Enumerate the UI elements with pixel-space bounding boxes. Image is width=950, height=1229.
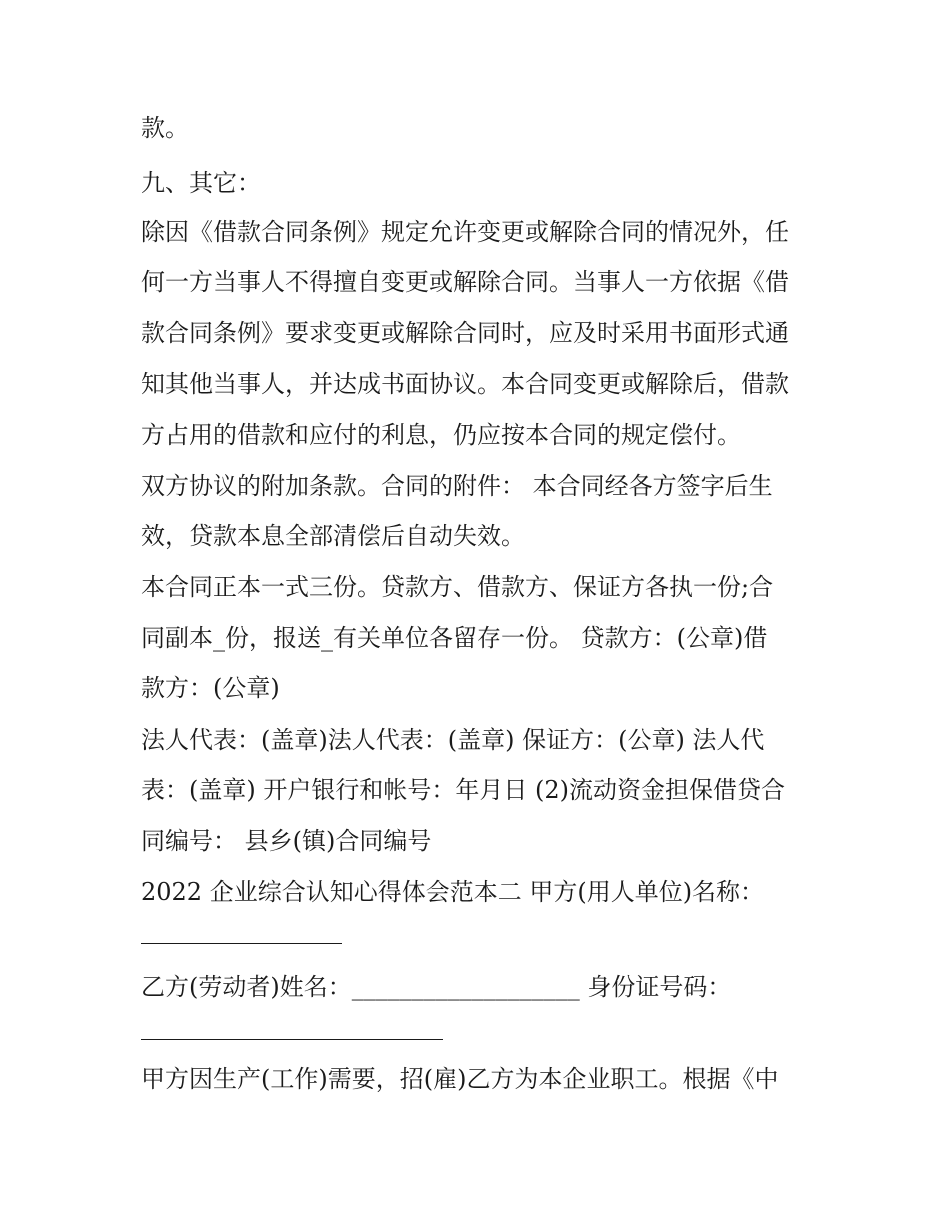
- text-line: 表：(盖章) 开户银行和帐号：年月日 (2)流动资金担保借贷合: [141, 776, 785, 804]
- text-line: 知其他当事人，并达成书面协议。本合同变更或解除后，借款: [141, 370, 789, 398]
- section-heading: 九、其它：: [141, 169, 261, 197]
- text-line: 方占用的借款和应付的利息，仍应按本合同的规定偿付。: [141, 421, 741, 449]
- text-line: 效，贷款本息全部清偿后自动失效。: [141, 522, 525, 550]
- text-line: 同副本_份，报送_有关单位各留存一份。 贷款方：(公章)借: [141, 624, 768, 652]
- text-line: 甲方因生产(工作)需要，招(雇)乙方为本企业职工。根据《中: [141, 1065, 779, 1093]
- text-line: 法人代表：(盖章)法人代表：(盖章) 保证方：(公章) 法人代: [141, 726, 765, 754]
- fill-in-blank-line: [141, 943, 342, 944]
- text-line: 除因《借款合同条例》规定允许变更或解除合同的情况外，任: [141, 218, 789, 246]
- fill-in-blank-line: [141, 1039, 443, 1040]
- text-line: 款。: [141, 114, 189, 142]
- text-line: 何一方当事人不得擅自变更或解除合同。当事人一方依据《借: [141, 268, 789, 296]
- text-line: 同编号： 县乡(镇)合同编号: [141, 827, 432, 855]
- text-line: 款合同条例》要求变更或解除合同时，应及时采用书面形式通: [141, 319, 789, 347]
- text-line: 2022 企业综合认知心得体会范本二 甲方(用人单位)名称：: [141, 878, 765, 906]
- text-line: 乙方(劳动者)姓名：___________________ 身份证号码：: [141, 973, 732, 1001]
- text-line: 双方协议的附加条款。合同的附件： 本合同经各方签字后生: [141, 472, 773, 500]
- text-line: 款方：(公章): [141, 674, 280, 702]
- text-line: 本合同正本一式三份。贷款方、借款方、保证方各执一份;合: [141, 573, 774, 601]
